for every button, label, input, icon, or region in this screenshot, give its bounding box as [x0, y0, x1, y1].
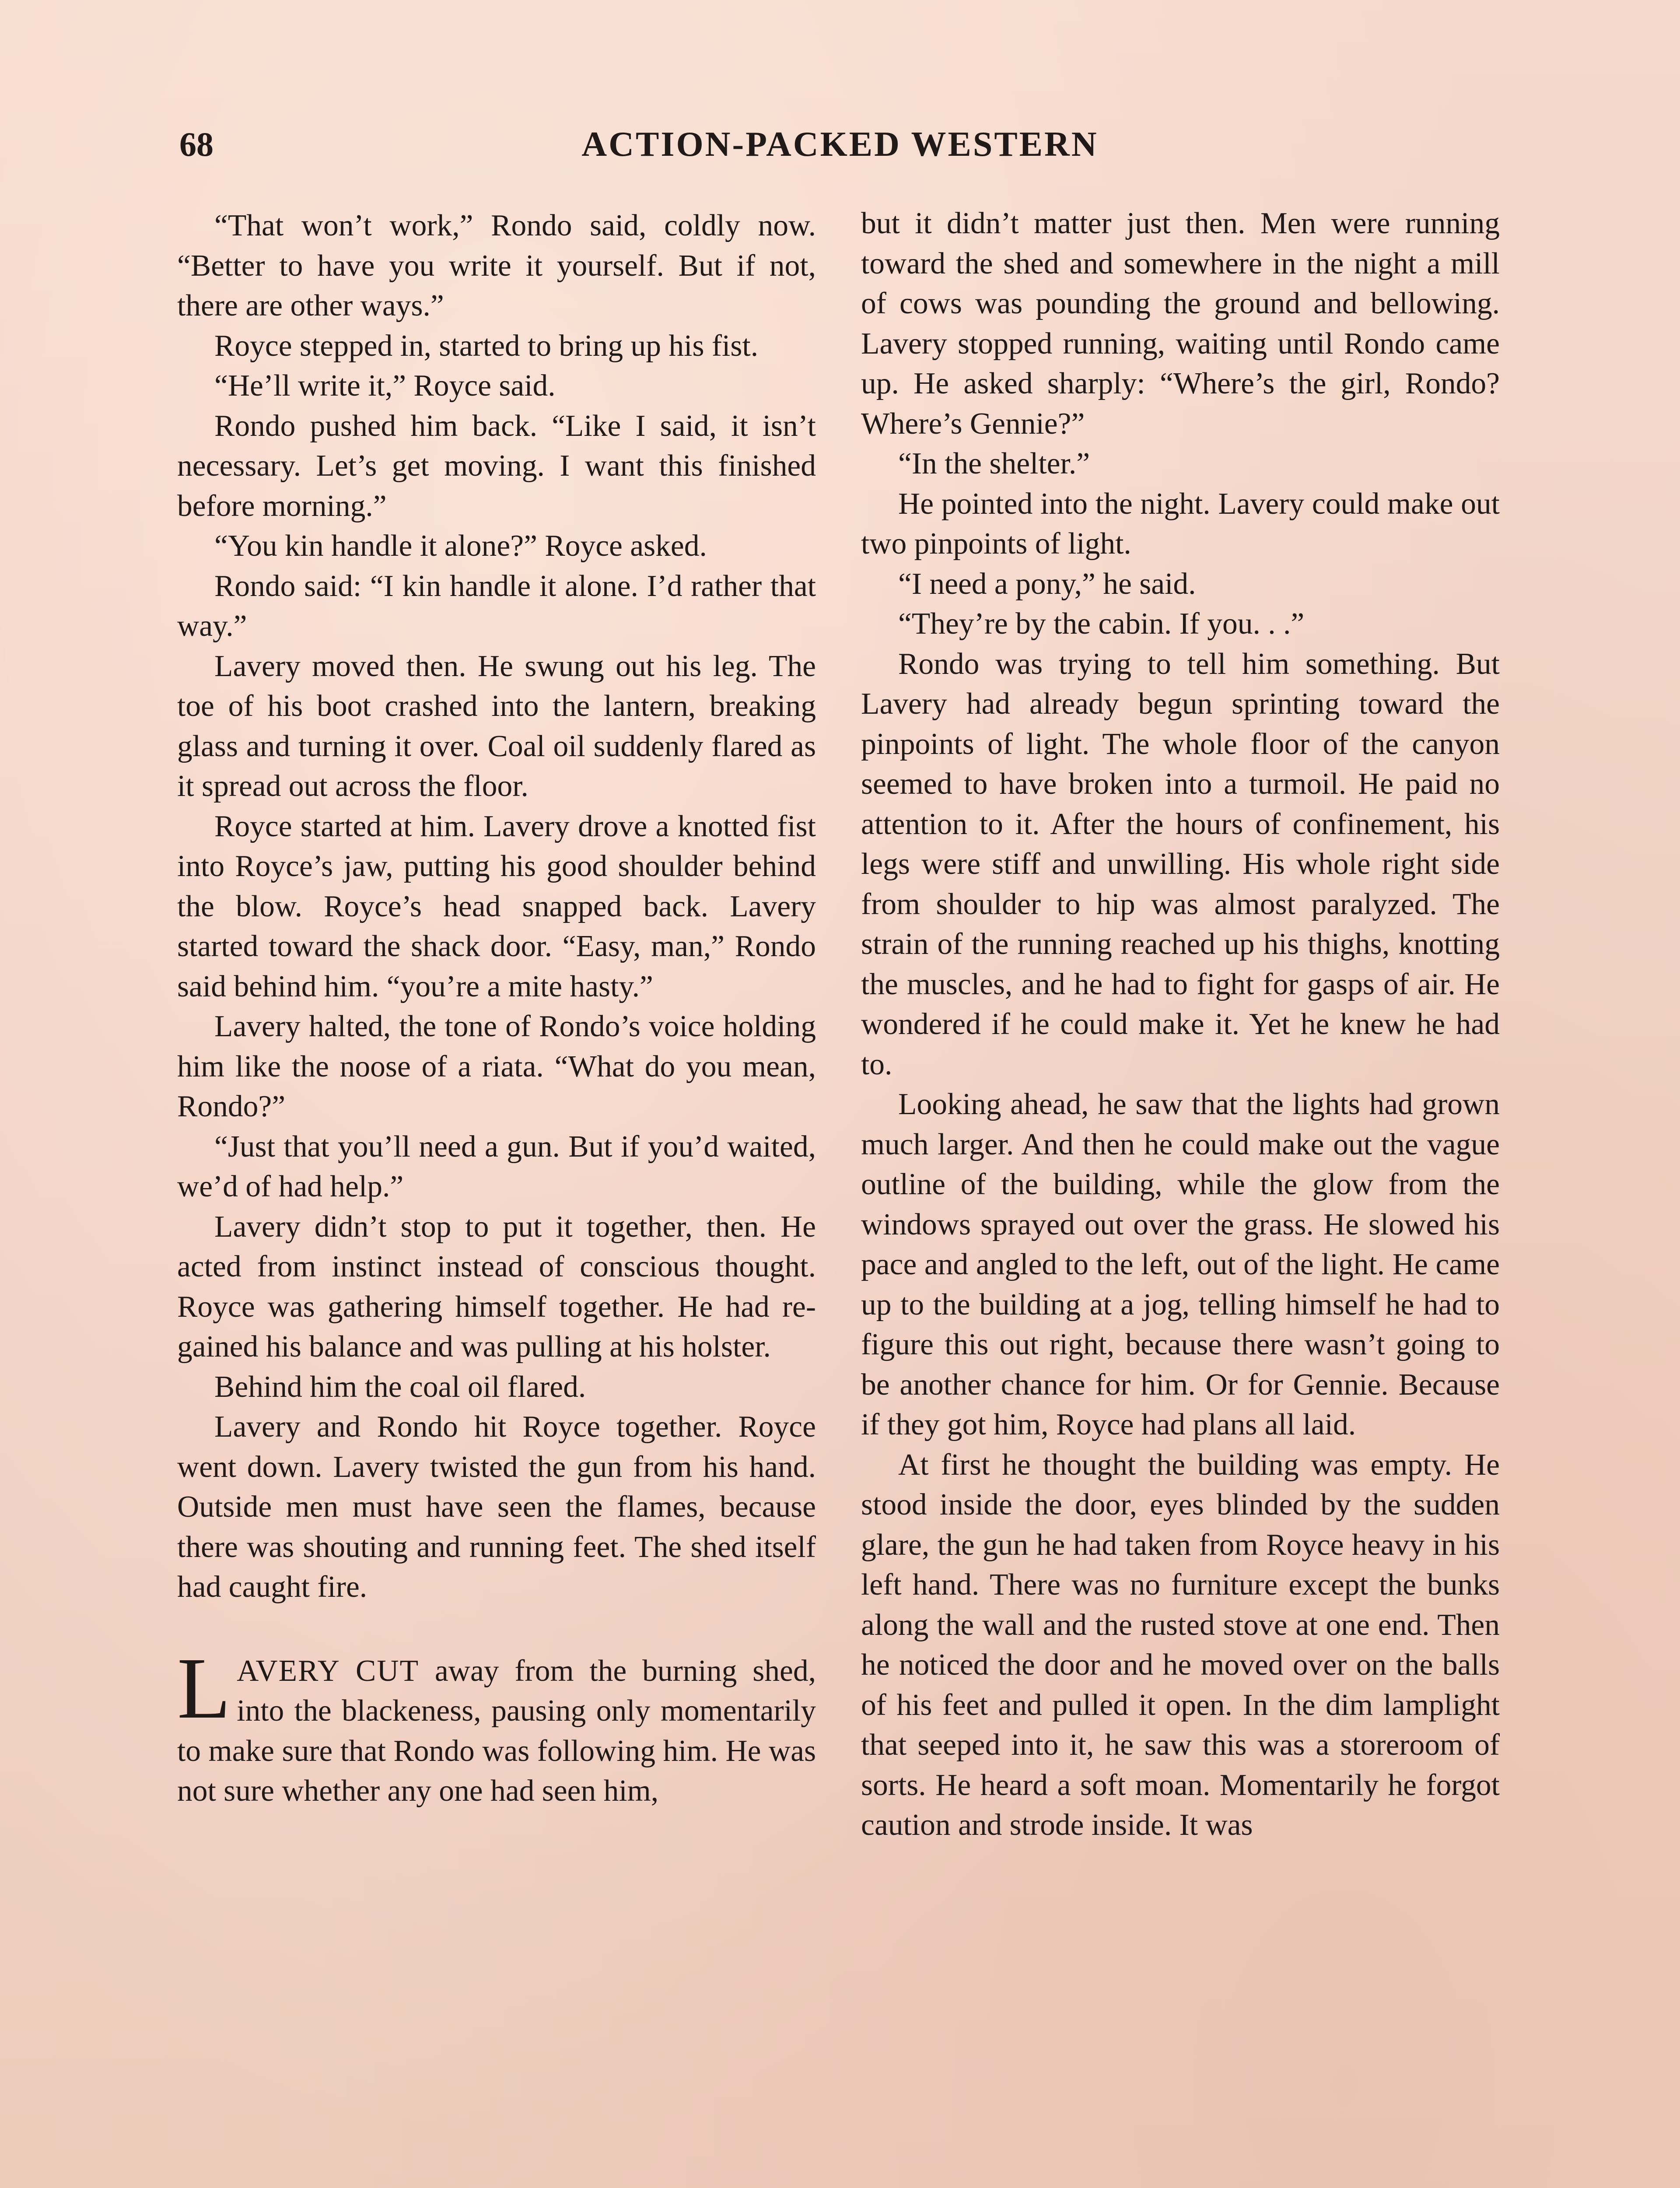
paragraph: Lavery halted, the tone of Rondo’s voice holding him like the noose of a riata. “What do you mean, Rondo?”: [177, 1010, 816, 1123]
paragraph: Rondo pushed him back. “Like I said, it isn’t necessary. Let’s get moving. I want this finished before morning.”: [177, 409, 816, 523]
section-text: away from the burning shed, into the blackeness, pausing only momentarily to make sure that Rondo was following him. He was not sure whether any one had seen him,: [177, 1654, 816, 1808]
paragraph: Rondo said: “I kin handle it alone. I’d rather that way.”: [177, 569, 816, 643]
paragraph: “I need a pony,” he said.: [898, 567, 1196, 601]
paragraph: Lavery and Rondo hit Royce together. Royce went down. Lavery twisted the gun from his hand. Outside men must have seen the flames, because there was shouting and running feet. The shed itself had caught fire.: [177, 1410, 816, 1604]
paragraph: “He’ll write it,” Royce said.: [214, 369, 556, 403]
paragraph: Behind him the coal oil flared.: [214, 1370, 586, 1404]
paragraph: Lavery didn’t stop to put it together, then. He acted from instinct instead of conscious thought. Royce was gathering himself together. He had regained his balance and was pulling at his holster.: [177, 1210, 816, 1364]
paragraph: Lavery moved then. He swung out his leg. The toe of his boot crashed into the lantern, breaking glass and turning it over. Coal oil suddenly flared as it spread out across the floor.: [177, 649, 816, 803]
page-number: 68: [179, 125, 214, 163]
paragraph: Looking ahead, he saw that the lights had grown much larger. And then he could make out the vague outline of the building, while the glow from the windows sprayed out over the grass. He slowed his pace and angled to the left, out of the light. He came up to the building at a jog, telling himself he had to figure this out right, because there wasn’t going to be another chance for him. Or for Gennie. Because if they got him, Royce had plans all laid.: [861, 1087, 1500, 1441]
running-title: ACTION-PACKED WESTERN: [581, 125, 1099, 164]
paragraph: At first he thought the building was empty. He stood inside the door, eyes blinded by the sudden glare, the gun he had taken from Royce heavy in his left hand. There was no furniture except the bunks along the wall and the rusted stove at one end. Then he noticed the door and he moved over on the balls of his feet and pulled it open. In the dim lamplight that seeped into it, he saw this was a storeroom of sorts. He heard a soft moan. Momentarily he forgot caution and strode inside. It was: [861, 1448, 1500, 1842]
paragraph-continued: but it didn’t matter just then. Men were running toward the shed and somewhere in the night a mill of cows was pounding the ground and bellowing. Lavery stopped running, waiting until Rondo came up. He asked sharply: “Where’s the girl, Rondo? Where’s Gennie?”: [861, 207, 1500, 441]
paragraph: He pointed into the night. Lavery could make out two pinpoints of light.: [861, 487, 1500, 561]
drop-cap: L: [177, 1640, 231, 1737]
paragraph: “You kin handle it alone?” Royce asked.: [214, 529, 707, 563]
paragraph: “In the shelter.”: [898, 447, 1090, 480]
paragraph: Royce stepped in, started to bring up his fist.: [214, 329, 759, 363]
right-column: [861, 203, 1500, 1845]
left-column: [177, 206, 816, 1811]
section-opening-paragraph: [177, 1640, 816, 1811]
section-lead-caps: AVERY CUT: [237, 1654, 420, 1688]
paragraph: “They’re by the cabin. If you. . .”: [898, 607, 1305, 641]
paragraph: Rondo was trying to tell him something. But Lavery had already begun sprinting toward the pinpoints of light. The whole floor of the canyon seemed to have broken into a turmoil. He paid no attention to it. After the hours of confinement, his legs were stiff and unwilling. His whole right side from shoulder to hip was almost paralyzed. The strain of the running reached up his thighs, knotting the muscles, and he had to fight for gasps of air. He wondered if he could make it. Yet he knew he had to.: [861, 647, 1500, 1081]
section-break: [177, 1607, 816, 1651]
paragraph: Royce started at him. Lavery drove a knotted fist into Royce’s jaw, putting his good shoulder behind the blow. Royce’s head snapped back. Lavery started toward the shack door. “Easy, man,” Rondo said behind him. “you’re a mite hasty.”: [177, 809, 816, 1003]
paragraph: “That won’t work,” Rondo said, coldly now. “Better to have you write it yourself. But if not, there are other ways.”: [177, 209, 816, 323]
paragraph: “Just that you’ll need a gun. But if you’d waited, we’d of had help.”: [177, 1129, 816, 1203]
page-header: [179, 118, 1501, 171]
